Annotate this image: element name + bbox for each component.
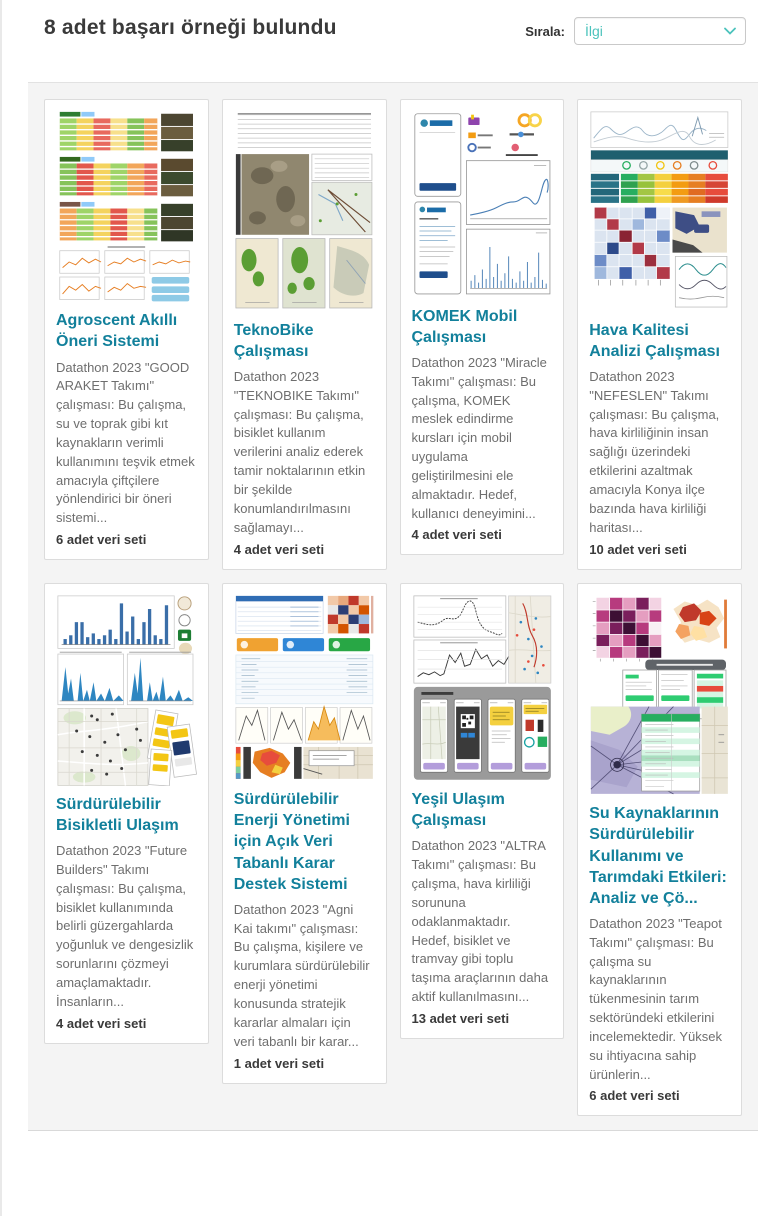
cards-grid (44, 99, 742, 1116)
card-description: Datathon 2023 "ALTRA Takımı" çalışması: Bu çalışma, hava kirliliği sorununa odaklanmaktadır. Hedef, bisiklet ve tramvay gibi toplu taşıma araçlarının daha aktif kullanılmasını... (411, 838, 549, 1005)
komek-thumbnail-graphic (412, 110, 553, 298)
results-band (28, 82, 758, 1131)
card-thumbnail[interactable] (56, 110, 197, 302)
card-description: Datathon 2023 "GOOD ARAKET Takımı" çalışması: Bu çalışma, su ve toprak gibi kıt kaynakların verimli kullanımını teşvik etmek amacıyla çiftçilere yönlendirici bir öneri sistemi... (56, 359, 195, 526)
dataset-count: 10 adet veri seti (589, 541, 687, 557)
card-title-link[interactable]: TeknoBike Çalışması (233, 321, 314, 360)
enerji-yonetimi-thumbnail-graphic (234, 594, 375, 782)
card-title-link[interactable]: KOMEK Mobil Çalışması (411, 307, 518, 346)
card-komek (400, 99, 565, 555)
agroscent-thumbnail-graphic (56, 110, 197, 302)
teknobike-thumbnail-graphic (234, 110, 375, 312)
card-enerji-yonetimi (222, 583, 387, 1084)
card-thumbnail[interactable] (56, 594, 197, 786)
card-agroscent (44, 99, 209, 560)
card-title-link[interactable]: Su Kaynaklarının Sürdürülebilir Kullanımı ve Tarımdaki Etkileri: Analiz ve Çö... (589, 805, 727, 907)
card-bisikletli-ulasim (44, 583, 209, 1044)
card-description: Datathon 2023 "TEKNOBIKE Takımı" çalışması: Bu çalışma, bisiklet kullanım verilerini analiz ederek tamir noktalarının etkin bir şekilde konumlandırılmasını sağlamayı... (233, 368, 366, 535)
card-hava-kalitesi (577, 99, 742, 570)
page-header (2, 0, 784, 82)
hava-kalitesi-thumbnail-graphic (589, 110, 730, 312)
dataset-count: 4 adet veri seti (233, 541, 325, 557)
sort-select[interactable] (574, 17, 746, 45)
dataset-count: 4 adet veri seti (56, 1015, 147, 1031)
su-kaynaklari-thumbnail-graphic (589, 594, 730, 796)
page-footer (2, 1131, 784, 1153)
dataset-count: 13 adet veri seti (411, 1011, 510, 1027)
sort-selected-value: İlgi (585, 23, 603, 39)
card-title-link[interactable]: Agroscent Akıllı Öneri Sistemi (56, 312, 178, 351)
card-description: Datathon 2023 "Teapot Takımı" çalışması: Bu çalışma su kaynaklarının tükenmesinin tarım sektöründeki etkilerini incelemektedir. Yüksek su ihtiyacına sahip ürünlerin... (589, 915, 722, 1082)
card-thumbnail[interactable] (589, 110, 730, 312)
yesil-ulasim-thumbnail-graphic (412, 594, 553, 782)
sort-control (525, 17, 746, 45)
card-yesil-ulasim (400, 583, 565, 1039)
card-su-kaynaklari (577, 583, 742, 1117)
card-title-link[interactable]: Sürdürülebilir Bisikletli Ulaşım (56, 795, 179, 834)
card-description: Datathon 2023 "Agni Kai takımı" çalışması: Bu çalışma, kişilere ve kurumlara sürdürülebilir enerji yönetimi konusunda stratejik kararlar almaları için veri tabanlı bir karar... (233, 901, 370, 1049)
dataset-count: 6 adet veri seti (589, 1088, 680, 1104)
dataset-count: 1 adet veri seti (233, 1055, 325, 1071)
card-description: Datathon 2023 "NEFESLEN" Takımı çalışması: Bu çalışma, hava kirliliğinin insan sağlığı üzerindeki etkilerini azaltmak amacıyla Konya ilçe bazında hava kirliliği haritası... (589, 368, 720, 535)
card-thumbnail[interactable] (234, 110, 375, 312)
results-count-heading: 8 adet başarı örneği bulundu (44, 16, 337, 39)
card-thumbnail[interactable] (412, 594, 553, 782)
card-description: Datathon 2023 "Miracle Takımı" çalışması: Bu çalışma, KOMEK meslek edindirme kursları için mobil uygulama geliştirilmesini ele almaktadır. Hedef, kullanıcı deneyimini... (411, 354, 547, 521)
card-title-link[interactable]: Sürdürülebilir Enerji Yönetimi için Açık Veri Tabanlı Karar Destek Sistemi (233, 791, 350, 893)
card-description: Datathon 2023 "Future Builders" Takımı çalışması: Bu çalışma, bisiklet kullanımında belirli güzergahlarda yoğunluk ve dengesizlik sorunlarını çözmeyi amaçlamaktadır. İnsanların... (56, 843, 194, 1009)
card-thumbnail[interactable] (412, 110, 553, 298)
card-title-link[interactable]: Hava Kalitesi Analizi Çalışması (589, 321, 720, 360)
card-thumbnail[interactable] (589, 594, 730, 796)
bisikletli-ulasim-thumbnail-graphic (56, 594, 197, 786)
dataset-count: 4 adet veri seti (411, 527, 502, 543)
chevron-down-icon (724, 27, 736, 35)
sort-label: Sırala: (525, 23, 565, 39)
card-thumbnail[interactable] (234, 594, 375, 782)
dataset-count: 6 adet veri seti (56, 532, 147, 548)
card-title-link[interactable]: Yeşil Ulaşım Çalışması (411, 791, 505, 830)
card-teknobike (222, 99, 387, 570)
